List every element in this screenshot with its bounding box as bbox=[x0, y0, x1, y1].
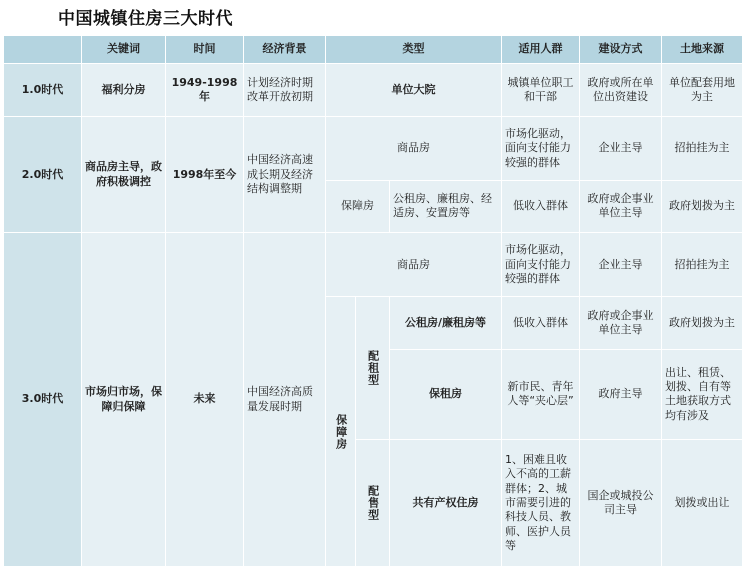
era3-background: 中国经济高质量发展时期 bbox=[244, 233, 326, 567]
header-background: 经济背景 bbox=[244, 36, 326, 64]
era2-keyword: 商品房主导，政府积极调控 bbox=[82, 117, 166, 233]
header-era bbox=[4, 36, 82, 64]
era3-type-commercial: 商品房 bbox=[326, 233, 502, 297]
era3-land-public-rental: 政府划拨为主 bbox=[662, 297, 743, 349]
era2-people-affordable: 低收入群体 bbox=[502, 180, 580, 232]
era2-build-affordable: 政府或企事业单位主导 bbox=[580, 180, 662, 232]
era2-category-affordable: 保障房 bbox=[326, 180, 390, 232]
era1-type: 单位大院 bbox=[326, 64, 502, 117]
era3-time: 未来 bbox=[166, 233, 244, 567]
era3-land-guaranteed-rental: 出让、租赁、划拨、自有等土地获取方式均有涉及 bbox=[662, 349, 743, 440]
era3-people-guaranteed-rental: 新市民、青年人等“夹心层” bbox=[502, 349, 580, 440]
era1-background: 计划经济时期改革开放初期 bbox=[244, 64, 326, 117]
era3-type-public-rental: 公租房/廉租房等 bbox=[390, 297, 502, 349]
era1-time: 1949-1998年 bbox=[166, 64, 244, 117]
era2-time: 1998年至今 bbox=[166, 117, 244, 233]
era1-people: 城镇单位职工和干部 bbox=[502, 64, 580, 117]
header-keyword: 关键词 bbox=[82, 36, 166, 64]
era2-type-affordable: 公租房、廉租房、经适房、安置房等 bbox=[390, 180, 502, 232]
era1-row bbox=[4, 64, 743, 117]
era1-build: 政府或所在单位出资建设 bbox=[580, 64, 662, 117]
era2-people-commercial: 市场化驱动，面向支付能力较强的群体 bbox=[502, 117, 580, 180]
header-land: 土地来源 bbox=[662, 36, 743, 64]
era2-row1 bbox=[4, 117, 743, 180]
era3-category-affordable: 保障房 bbox=[326, 297, 356, 567]
era2-build-commercial: 企业主导 bbox=[580, 117, 662, 180]
era3-people-public-rental: 低收入群体 bbox=[502, 297, 580, 349]
era3-build-shared-ownership: 国企或城投公司主导 bbox=[580, 440, 662, 567]
era3-build-public-rental: 政府或企事业单位主导 bbox=[580, 297, 662, 349]
header-build: 建设方式 bbox=[580, 36, 662, 64]
page-title: 中国城镇住房三大时代 bbox=[58, 9, 233, 29]
era2-name: 2.0时代 bbox=[4, 117, 82, 233]
era3-sale-category: 配售型 bbox=[356, 440, 390, 567]
header-row bbox=[4, 36, 743, 64]
era1-keyword: 福利分房 bbox=[82, 64, 166, 117]
era3-type-shared-ownership: 共有产权住房 bbox=[390, 440, 502, 567]
era3-build-guaranteed-rental: 政府主导 bbox=[580, 349, 662, 440]
era2-land-affordable: 政府划拨为主 bbox=[662, 180, 743, 232]
header-time: 时间 bbox=[166, 36, 244, 64]
era2-type-commercial: 商品房 bbox=[326, 117, 502, 180]
era3-land-shared-ownership: 划拨或出让 bbox=[662, 440, 743, 567]
era1-land: 单位配套用地为主 bbox=[662, 64, 743, 117]
era1-name: 1.0时代 bbox=[4, 64, 82, 117]
era3-build-commercial: 企业主导 bbox=[580, 233, 662, 297]
era3-name: 3.0时代 bbox=[4, 233, 82, 567]
housing-eras-table bbox=[3, 35, 743, 567]
era3-keyword: 市场归市场，保障归保障 bbox=[82, 233, 166, 567]
era3-people-commercial: 市场化驱动，面向支付能力较强的群体 bbox=[502, 233, 580, 297]
era3-row1 bbox=[4, 233, 743, 297]
header-people: 适用人群 bbox=[502, 36, 580, 64]
header-type: 类型 bbox=[326, 36, 502, 64]
era3-type-guaranteed-rental: 保租房 bbox=[390, 349, 502, 440]
era2-land-commercial: 招拍挂为主 bbox=[662, 117, 743, 180]
era3-land-commercial: 招拍挂为主 bbox=[662, 233, 743, 297]
era3-people-shared-ownership: 1、困难且收入不高的工薪群体；2、城市需要引进的科技人员、教师、医护人员等 bbox=[502, 440, 580, 567]
era2-background: 中国经济高速成长期及经济结构调整期 bbox=[244, 117, 326, 233]
era3-rent-category: 配租型 bbox=[356, 297, 390, 440]
